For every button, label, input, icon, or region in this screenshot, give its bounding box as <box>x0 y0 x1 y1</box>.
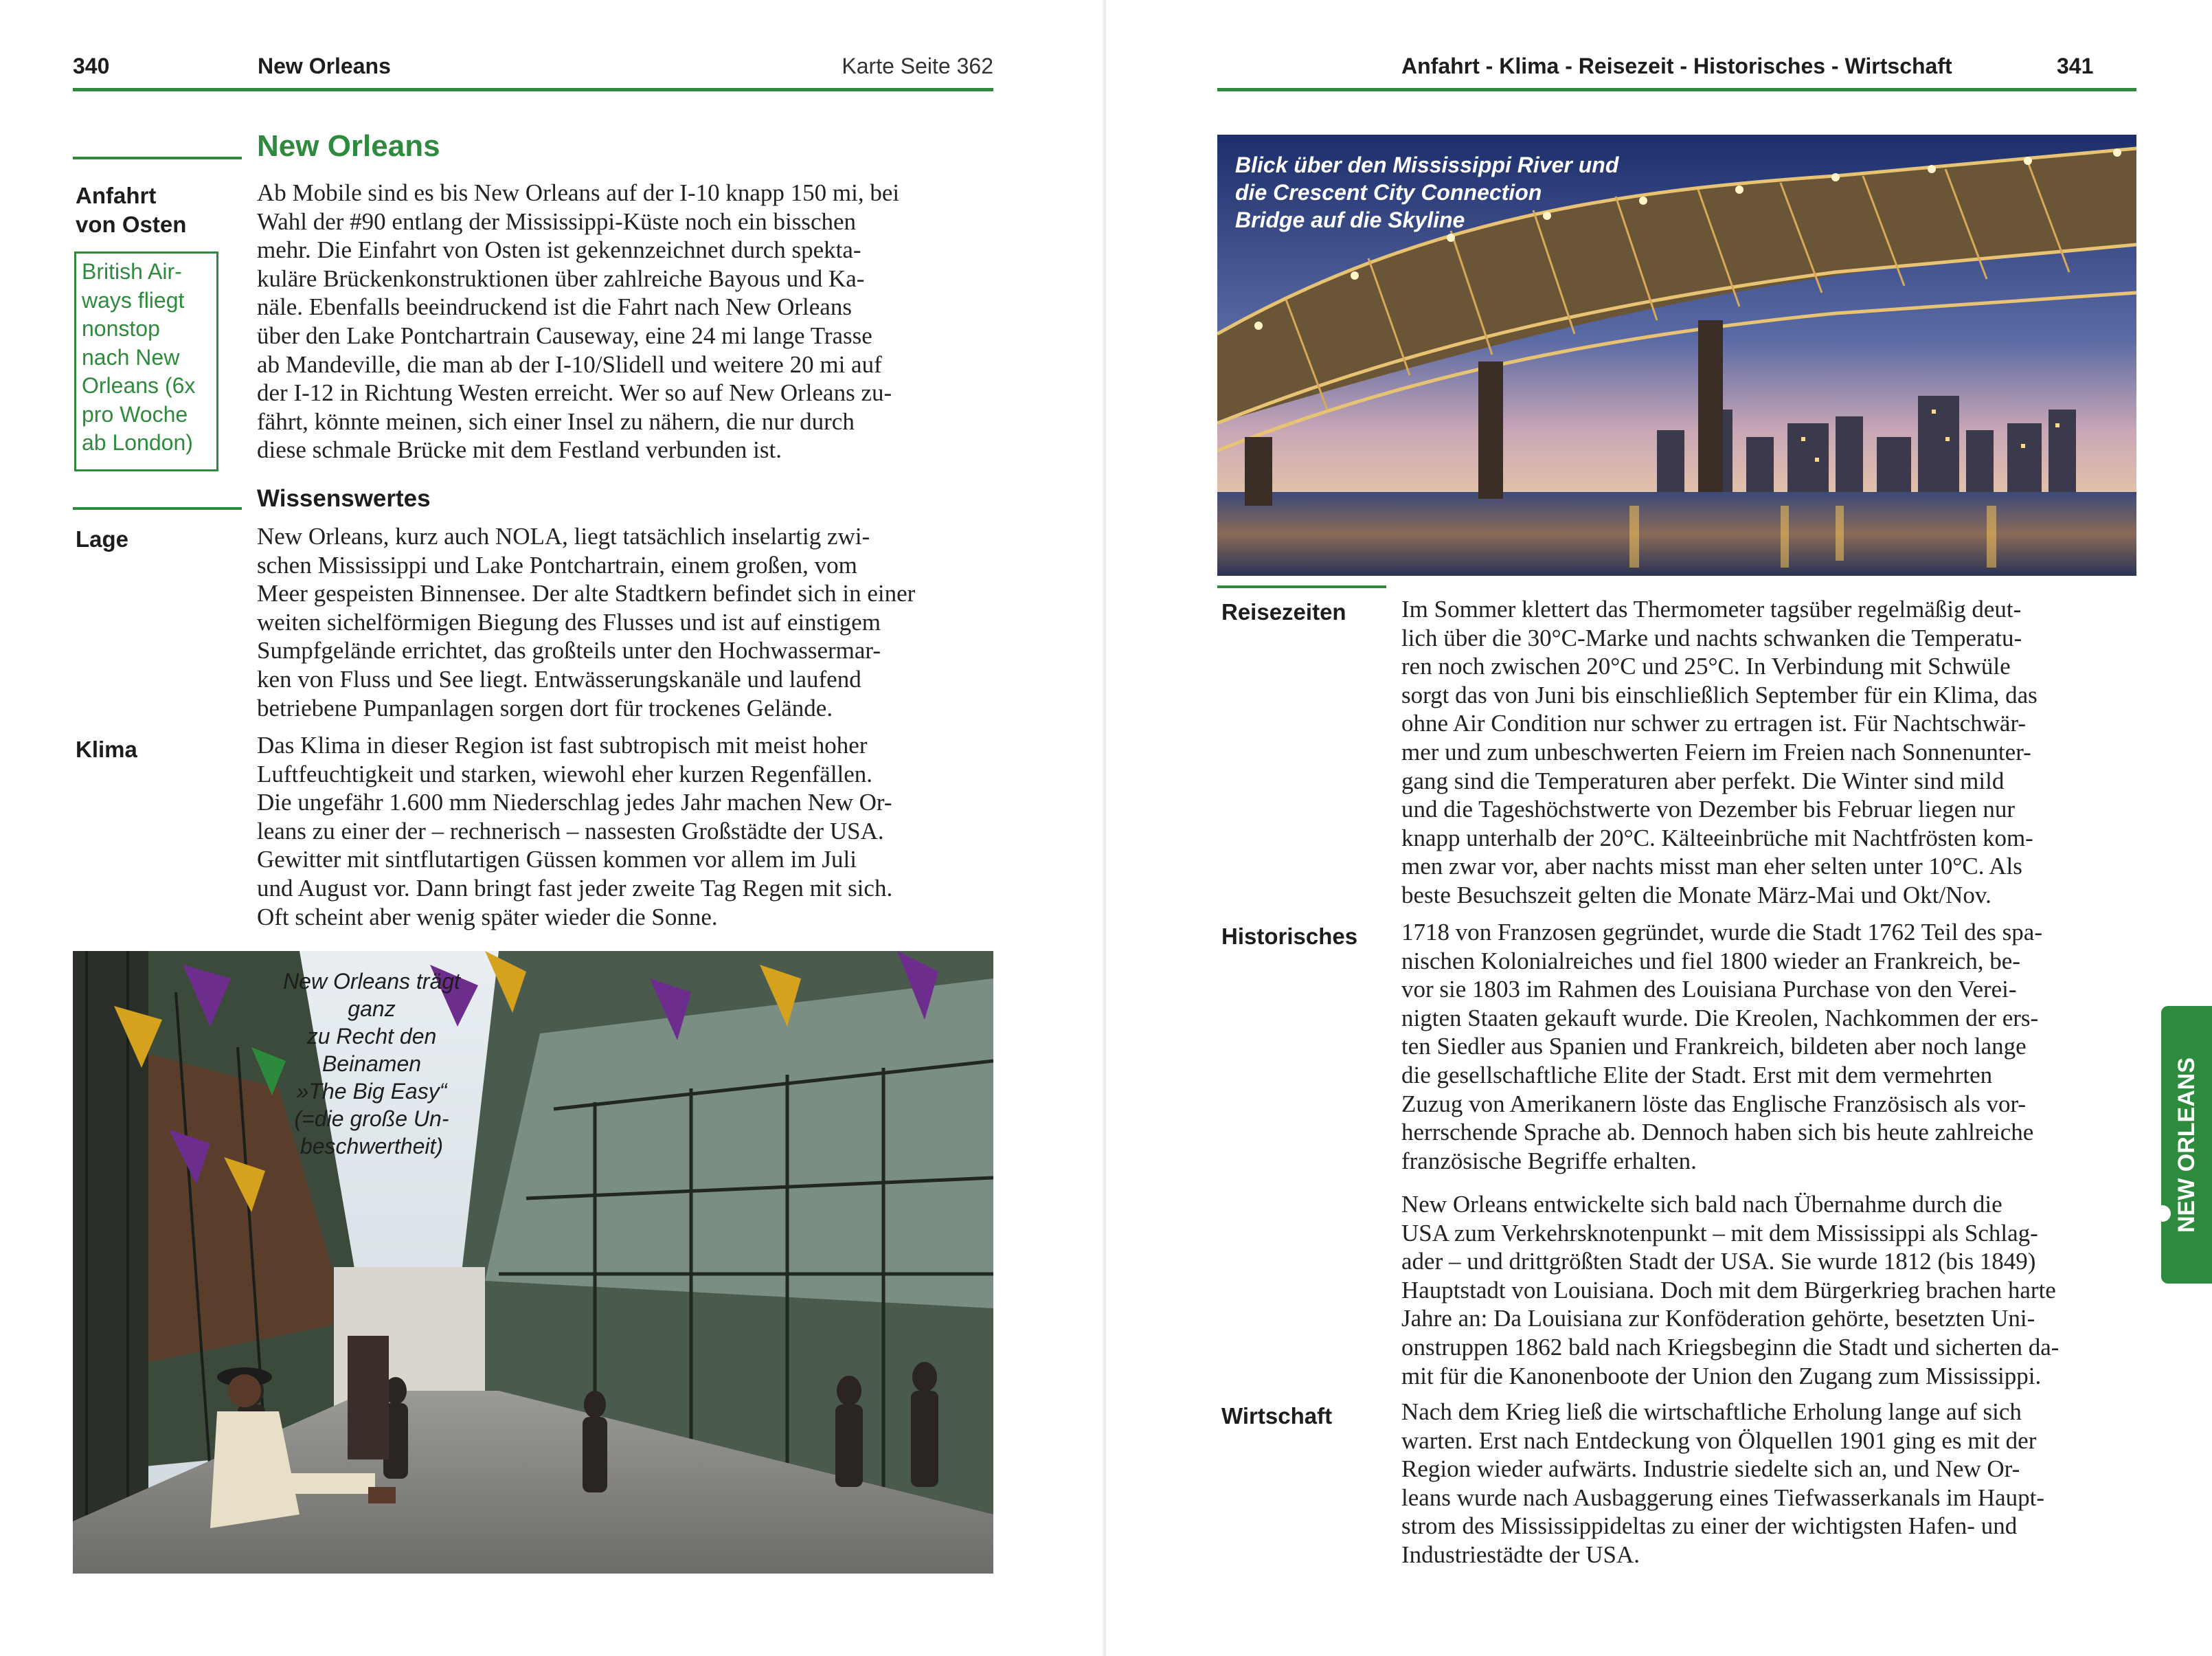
page-number-right: 341 <box>2057 54 2094 78</box>
label-wirtschaft: Wirtschaft <box>1221 1403 1333 1429</box>
text-line: fährt, könnte meinen, sich einer Insel zu nähern, die nur durch <box>257 407 855 435</box>
caption-line: die Crescent City Connection <box>1235 180 1542 205</box>
running-title-left: New Orleans <box>258 54 391 78</box>
text-line: Oft scheint aber wenig später wieder die Sonne. <box>257 903 718 930</box>
text-line: Nach dem Krieg ließ die wirtschaftliche Erholung lange auf sich <box>1401 1398 2022 1425</box>
text-line: ohne Air Condition nur schwer zu ertragen ist. Für Nachtschwär- <box>1401 710 2027 737</box>
text-line: nigten Staaten gekauft wurde. Die Kreolen, Nachkommen der ers- <box>1401 1004 2039 1031</box>
caption-line: »The Big Easy“ <box>296 1079 447 1104</box>
photo-bourbon-street <box>73 951 993 1574</box>
text-line: betriebene Pumpanlagen sorgen dort für trockenes Gelände. <box>257 694 833 721</box>
page-number-left: 340 <box>73 54 110 78</box>
label-anfahrt-line1: Anfahrt <box>76 183 157 208</box>
label-anfahrt <box>76 181 186 239</box>
side-rule <box>1217 585 1386 588</box>
caption-line: Blick über den Mississippi River und <box>1235 153 1619 177</box>
label-klima: Klima <box>76 737 137 762</box>
thumb-tab-inner <box>2161 1006 2212 1284</box>
text-line: und August vor. Dann bringt fast jeder zweite Tag Regen mit sich. <box>257 874 893 902</box>
text-line: französische Begriffe erhalten. <box>1401 1147 1697 1174</box>
note-box <box>74 251 218 471</box>
reisezeiten-text <box>1401 595 2138 910</box>
text-line: ader – und drittgrößten Stadt der USA. Sie wurde 1812 (bis 1849) <box>1401 1248 2036 1275</box>
label-lage: Lage <box>76 526 129 552</box>
note-line: nonstop <box>82 316 160 341</box>
text-line: leans zu einer der – rechnerisch – nassesten Großstädte der USA. <box>257 817 884 844</box>
text-line: Das Klima in dieser Region ist fast subtropisch mit meist hoher <box>257 732 868 759</box>
text-line: ken von Fluss und See liegt. Entwässerungskanäle und laufend <box>257 665 861 693</box>
text-line: warten. Erst nach Entdeckung von Ölquellen 1901 ging es mit der <box>1401 1426 2037 1454</box>
text-line: nischen Kolonialreiches und fiel 1800 wieder an Frankreich, be- <box>1401 947 2020 974</box>
text-line: Jahre an: Da Louisiana zur Konföderation gehörte, besetzten Uni- <box>1401 1305 2035 1332</box>
text-line: Gewitter mit sintflutartigen Güssen kommen vor allem im Juli <box>257 846 857 873</box>
historisches-text-2 <box>1401 1190 2138 1390</box>
photo-caption-right <box>1235 151 1618 234</box>
label-anfahrt-line2: von Osten <box>76 212 187 237</box>
text-line: Im Sommer klettert das Thermometer tagsüber regelmäßig deut- <box>1401 596 2022 623</box>
thumb-tab-notch <box>2154 1205 2171 1222</box>
photo-caption-left <box>258 967 485 1160</box>
text-line: onstruppen 1862 bald nach Kriegsbeginn die Stadt und sicherten da- <box>1401 1333 2059 1361</box>
text-line: weiten sichelförmigen Biegung des Flusses und ist auf einstigem <box>257 608 881 636</box>
text-line: ten Siedler aus Spanien und Frankreich, bildeten aber noch lange <box>1401 1033 2027 1060</box>
label-historisches: Historisches <box>1221 924 1358 949</box>
text-line: über den Lake Pontchartrain Causeway, eine 24 mi lange Trasse <box>257 322 872 349</box>
text-line: lich über die 30°C-Marke und nachts schwanken die Temperatu- <box>1401 624 2022 651</box>
text-line: New Orleans, kurz auch NOLA, liegt tatsächlich inselartig zwi- <box>257 523 870 550</box>
note-line: British Air- <box>82 259 182 284</box>
anfahrt-text <box>257 179 993 465</box>
note-line: pro Woche <box>82 401 188 427</box>
klima-text <box>257 731 993 931</box>
text-line: Meer gespeisten Binnensee. Der alte Stadtkern befindet sich in einer <box>257 580 916 607</box>
text-line: vor sie 1803 im Rahmen des Louisiana Purchase von den Verei- <box>1401 976 2017 1003</box>
header-rule-left <box>73 88 993 91</box>
caption-line: zu Recht den Beinamen <box>306 1024 437 1076</box>
running-title-right: Anfahrt - Klima - Reisezeit - Historisches - Wirtschaft <box>1401 54 1952 78</box>
text-line: sorgt das von Juni bis einschließlich September für ein Klima, das <box>1401 681 2038 708</box>
street-scene-illustration <box>73 951 993 1574</box>
side-rule <box>73 507 242 510</box>
note-line: ab London) <box>82 430 193 455</box>
caption-line: Bridge auf die Skyline <box>1235 208 1465 232</box>
label-reisezeiten: Reisezeiten <box>1221 599 1346 625</box>
text-line: Wahl der #90 entlang der Mississippi-Küste noch ein bisschen <box>257 208 857 235</box>
side-rule <box>73 157 242 159</box>
text-line: Zuzug von Amerikanern löste das Englische Französisch als vor- <box>1401 1090 2027 1117</box>
note-line: ways fliegt <box>82 287 185 313</box>
right-page <box>1106 0 2212 1656</box>
text-line: diese schmale Brücke mit dem Festland verbunden ist. <box>257 436 782 464</box>
text-line: gang sind die Temperaturen aber perfekt. Die Winter sind mild <box>1401 767 2005 794</box>
lage-text <box>257 522 993 722</box>
text-line: beste Besuchszeit gelten die Monate März-Mai und Okt/Nov. <box>1401 881 1991 908</box>
section-title: New Orleans <box>257 129 440 163</box>
text-line: Die ungefähr 1.600 mm Niederschlag jedes Jahr machen New Or- <box>257 789 892 816</box>
text-line: herrschende Sprache ab. Dennoch haben sich bis heute zahlreiche <box>1401 1119 2034 1146</box>
photo-crescent-city-bridge <box>1217 135 2136 576</box>
subsection-title: Wissenswertes <box>257 485 431 512</box>
text-line: mit für die Kanonenboote der Union den Zugang zum Mississippi. <box>1401 1362 2042 1389</box>
wirtschaft-text <box>1401 1398 2138 1569</box>
text-line: die gesellschaftliche Elite der Stadt. Erst mit dem vermehrten <box>1401 1061 1993 1088</box>
text-line: mer und zum unbeschwerten Feiern im Freien nach Sonnenunter- <box>1401 738 2031 765</box>
map-reference: Karte Seite 362 <box>842 54 993 78</box>
text-line: Ab Mobile sind es bis New Orleans auf der I-10 knapp 150 mi, bei <box>257 179 900 206</box>
text-line: leans wurde nach Ausbaggerung eines Tiefwasserkanals im Haupt- <box>1401 1484 2045 1511</box>
text-line: und die Tageshöchstwerte von Dezember bis Februar liegen nur <box>1401 796 2016 823</box>
text-line: der I-12 in Richtung Westen erreicht. Wer so auf New Orleans zu- <box>257 379 892 407</box>
text-line: Hauptstadt von Louisiana. Doch mit dem Bürgerkrieg brachen harte <box>1401 1276 2056 1303</box>
text-line: USA zum Verkehrsknotenpunkt – mit dem Mississippi als Schlag- <box>1401 1219 2038 1246</box>
text-line: men zwar vor, aber nachts misst man eher selten unter 10°C. Als <box>1401 853 2022 880</box>
text-line: knapp unterhalb der 20°C. Kälteeinbrüche mit Nachtfrösten kom- <box>1401 824 2033 851</box>
text-line: Luftfeuchtigkeit und starken, wiewohl eher kurzen Regenfällen. <box>257 760 873 787</box>
caption-line: beschwertheit) <box>300 1134 444 1159</box>
text-line: Industriestädte der USA. <box>1401 1541 1640 1568</box>
text-line: 1718 von Franzosen gegründet, wurde die Stadt 1762 Teil des spa- <box>1401 919 2042 946</box>
section-thumb-tab[interactable] <box>2161 1006 2212 1284</box>
historisches-text <box>1401 918 2138 1175</box>
text-line: ren noch zwischen 20°C und 25°C. In Verbindung mit Schwüle <box>1401 653 2011 680</box>
header-rule-right <box>1217 88 2136 91</box>
text-line: schen Mississippi und Lake Pontchartrain, einem großen, vom <box>257 551 857 579</box>
thumb-tab-label: NEW ORLEANS <box>2173 1057 2200 1233</box>
caption-line: New Orleans trägt ganz <box>283 969 460 1021</box>
text-line: strom des Mississippideltas zu einer der wichtigsten Hafen- und <box>1401 1512 2018 1540</box>
note-line: Orleans (6x <box>82 373 196 398</box>
note-line: nach New <box>82 344 180 370</box>
text-line: Region wieder aufwärts. Industrie siedelte sich an, und New Or- <box>1401 1455 2020 1483</box>
caption-line: (=die große Un- <box>294 1106 449 1131</box>
text-line: näle. Ebenfalls beeindruckend ist die Fahrt nach New Orleans <box>257 293 852 321</box>
text-line: Sumpfgelände errichtet, das großteils unter den Hochwassermar- <box>257 637 881 664</box>
text-line: mehr. Die Einfahrt von Osten ist gekennzeichnet durch spekta- <box>257 236 861 264</box>
text-line: New Orleans entwickelte sich bald nach Übernahme durch die <box>1401 1191 2002 1218</box>
text-line: kuläre Brückenkonstruktionen über zahlreiche Bayous und Ka- <box>257 265 865 292</box>
text-line: ab Mandeville, die man ab der I-10/Slidell und weitere 20 mi auf <box>257 350 882 378</box>
